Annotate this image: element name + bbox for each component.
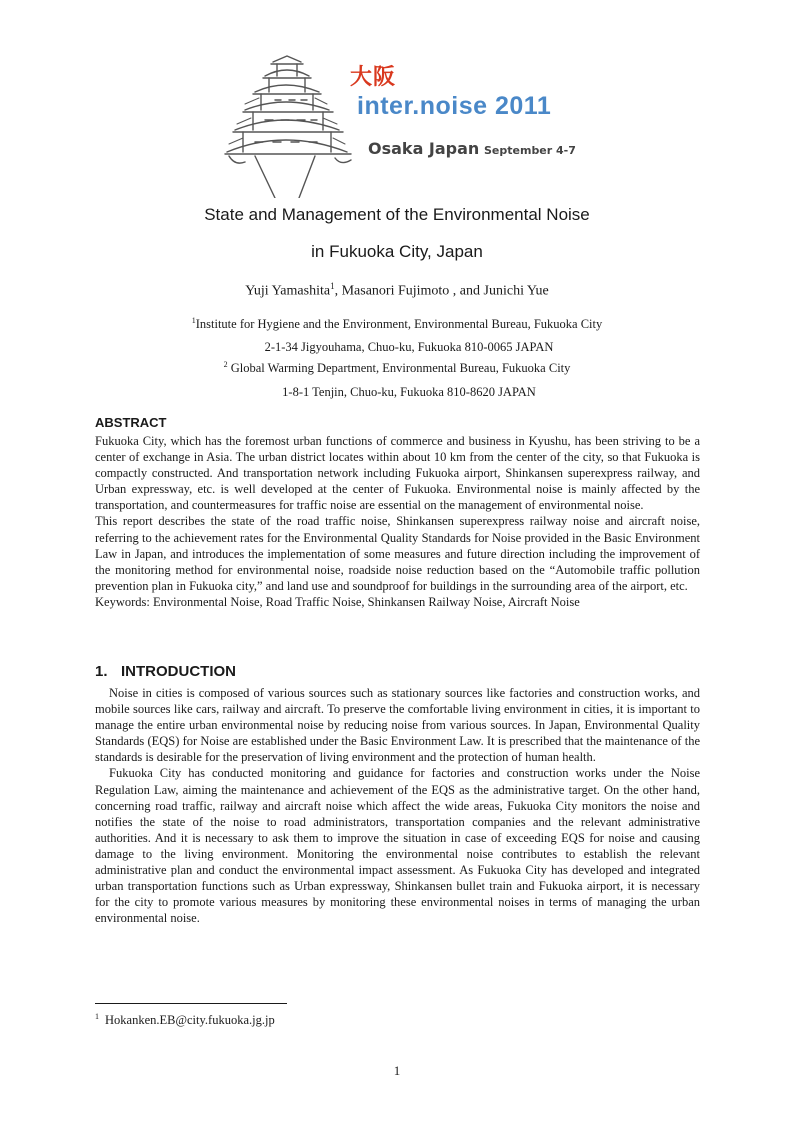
logo-location: Osaka Japan (368, 139, 480, 158)
section-title: INTRODUCTION (121, 663, 236, 680)
logo-dates: September 4-7 (484, 144, 576, 157)
conference-logo (215, 48, 595, 198)
footnote-divider (95, 1003, 287, 1004)
page-number: 1 (393, 1063, 401, 1078)
paper-title-line-1: State and Management of the Environmental Noise (204, 205, 590, 224)
paper-title-line-2: in Fukuoka City, Japan (311, 242, 483, 261)
osaka-castle-sketch (225, 56, 351, 198)
affiliation-mark: 1 (191, 316, 196, 325)
affiliation-name: Institute for Hygiene and the Environment, Environmental Bureau, Fukuoka City (195, 317, 603, 332)
affiliation-1 (0, 316, 794, 332)
affiliation-2 (0, 360, 794, 376)
author-list (0, 281, 794, 300)
abstract-keywords: Keywords: Environmental Noise, Road Traffic Noise, Shinkansen Railway Noise, Aircraft Noise (95, 594, 580, 609)
body-paragraph: Fukuoka City has conducted monitoring and guidance for factories and construction works under the Noise Regulation Law, aiming the maintenance and achievement of the EQS as the administrative target. On the other hand, concerning road traffic, railway and aircraft noise which affect the wide areas, Fukuoka City monitors the noise and notifies the state of the noise to road administrators, transportation companies and the relevant administrative authorities. And it is necessary to ask them to improve the situation in case of exceeding EQS for noise and causing damage to the living environment. Monitoring the environmental noise contributes to establish the relevant administrative plan and conduct the environmental impact assessment. As Fukuoka City has developed and integrated urban transportation functions such as Urban expressway, Shinkansen bullet train and Fukuoka airport, it is necessary for the city to promote various measures by monitoring these environmental noises in terms of managing the urban environmental noise. (95, 766, 700, 926)
logo-conference-name: inter.noise 2011 (357, 92, 552, 120)
affiliation-name: Global Warming Department, Environmental Bureau, Fukuoka City (230, 361, 571, 376)
footnote-email: Hokanken.EB@city.fukuoka.jg.jp (105, 1013, 275, 1028)
footnote (95, 1012, 275, 1028)
body-paragraph: Noise in cities is composed of various sources such as stationary sources like factories and construction works, and mobile sources like cars, railway and aircraft. To preserve the comfortable living environment in cities, it is important to manage the entire urban environmental noise by reducing noise from various sources. In Japan, Environmental Quality Standards (EQS) for Noise are established under the Basic Environment Law. It is prescribed that the maintenance of the standards is desirable for the preservation of living environment and the protection of human health. (95, 686, 700, 765)
author-name: Yuji Yamashita (245, 283, 331, 299)
abstract-body (95, 433, 700, 610)
abstract-paragraph: This report describes the state of the road traffic noise, Shinkansen superexpress railway noise and aircraft noise, referring to the achievement rates for the Environmental Quality Standards for Noise provided in the Basic Environment Law in Japan, and introduces the implementation of some measures and future direction including the improvement of the monitoring method for environmental noise, roadside noise reduction based on the “Automobile traffic pollution prevention plan in Fukuoka city,” and land use and soundproof for buildings in the surrounding area of the airport, etc. (95, 514, 700, 593)
author-affiliation-mark: 1 (330, 281, 335, 291)
section-heading-introduction (95, 663, 236, 680)
footnote-mark: 1 (95, 1012, 99, 1021)
affiliation-2-address: 1-8-1 Tenjin, Chuo-ku, Fukuoka 810-8620 JAPAN (282, 385, 536, 399)
introduction-body (95, 685, 700, 926)
affiliation-mark: 2 (223, 360, 228, 369)
logo-kanji: 大阪 (350, 65, 397, 90)
section-number: 1. (95, 663, 108, 680)
abstract-heading: ABSTRACT (95, 415, 167, 430)
affiliation-1-address: 2-1-34 Jigyouhama, Chuo-ku, Fukuoka 810-0065 JAPAN (264, 340, 554, 354)
author-names-rest: , Masanori Fujimoto , and Junichi Yue (334, 283, 549, 299)
abstract-paragraph: Fukuoka City, which has the foremost urban functions of commerce and business in Kyushu, has been striving to be a center of exchange in Asia. The urban district locates within about 10 km from the center of the city, so that Fukuoka is compactly constructed. And transportation network including Fukuoka airport, Shinkansen superexpress railway, and Urban expressway, etc. is well developed at the center of Fukuoka. Environmental noise is mainly affected by the transportation, and countermeasures for traffic noise are essential on the management of environmental noise. (95, 434, 700, 513)
